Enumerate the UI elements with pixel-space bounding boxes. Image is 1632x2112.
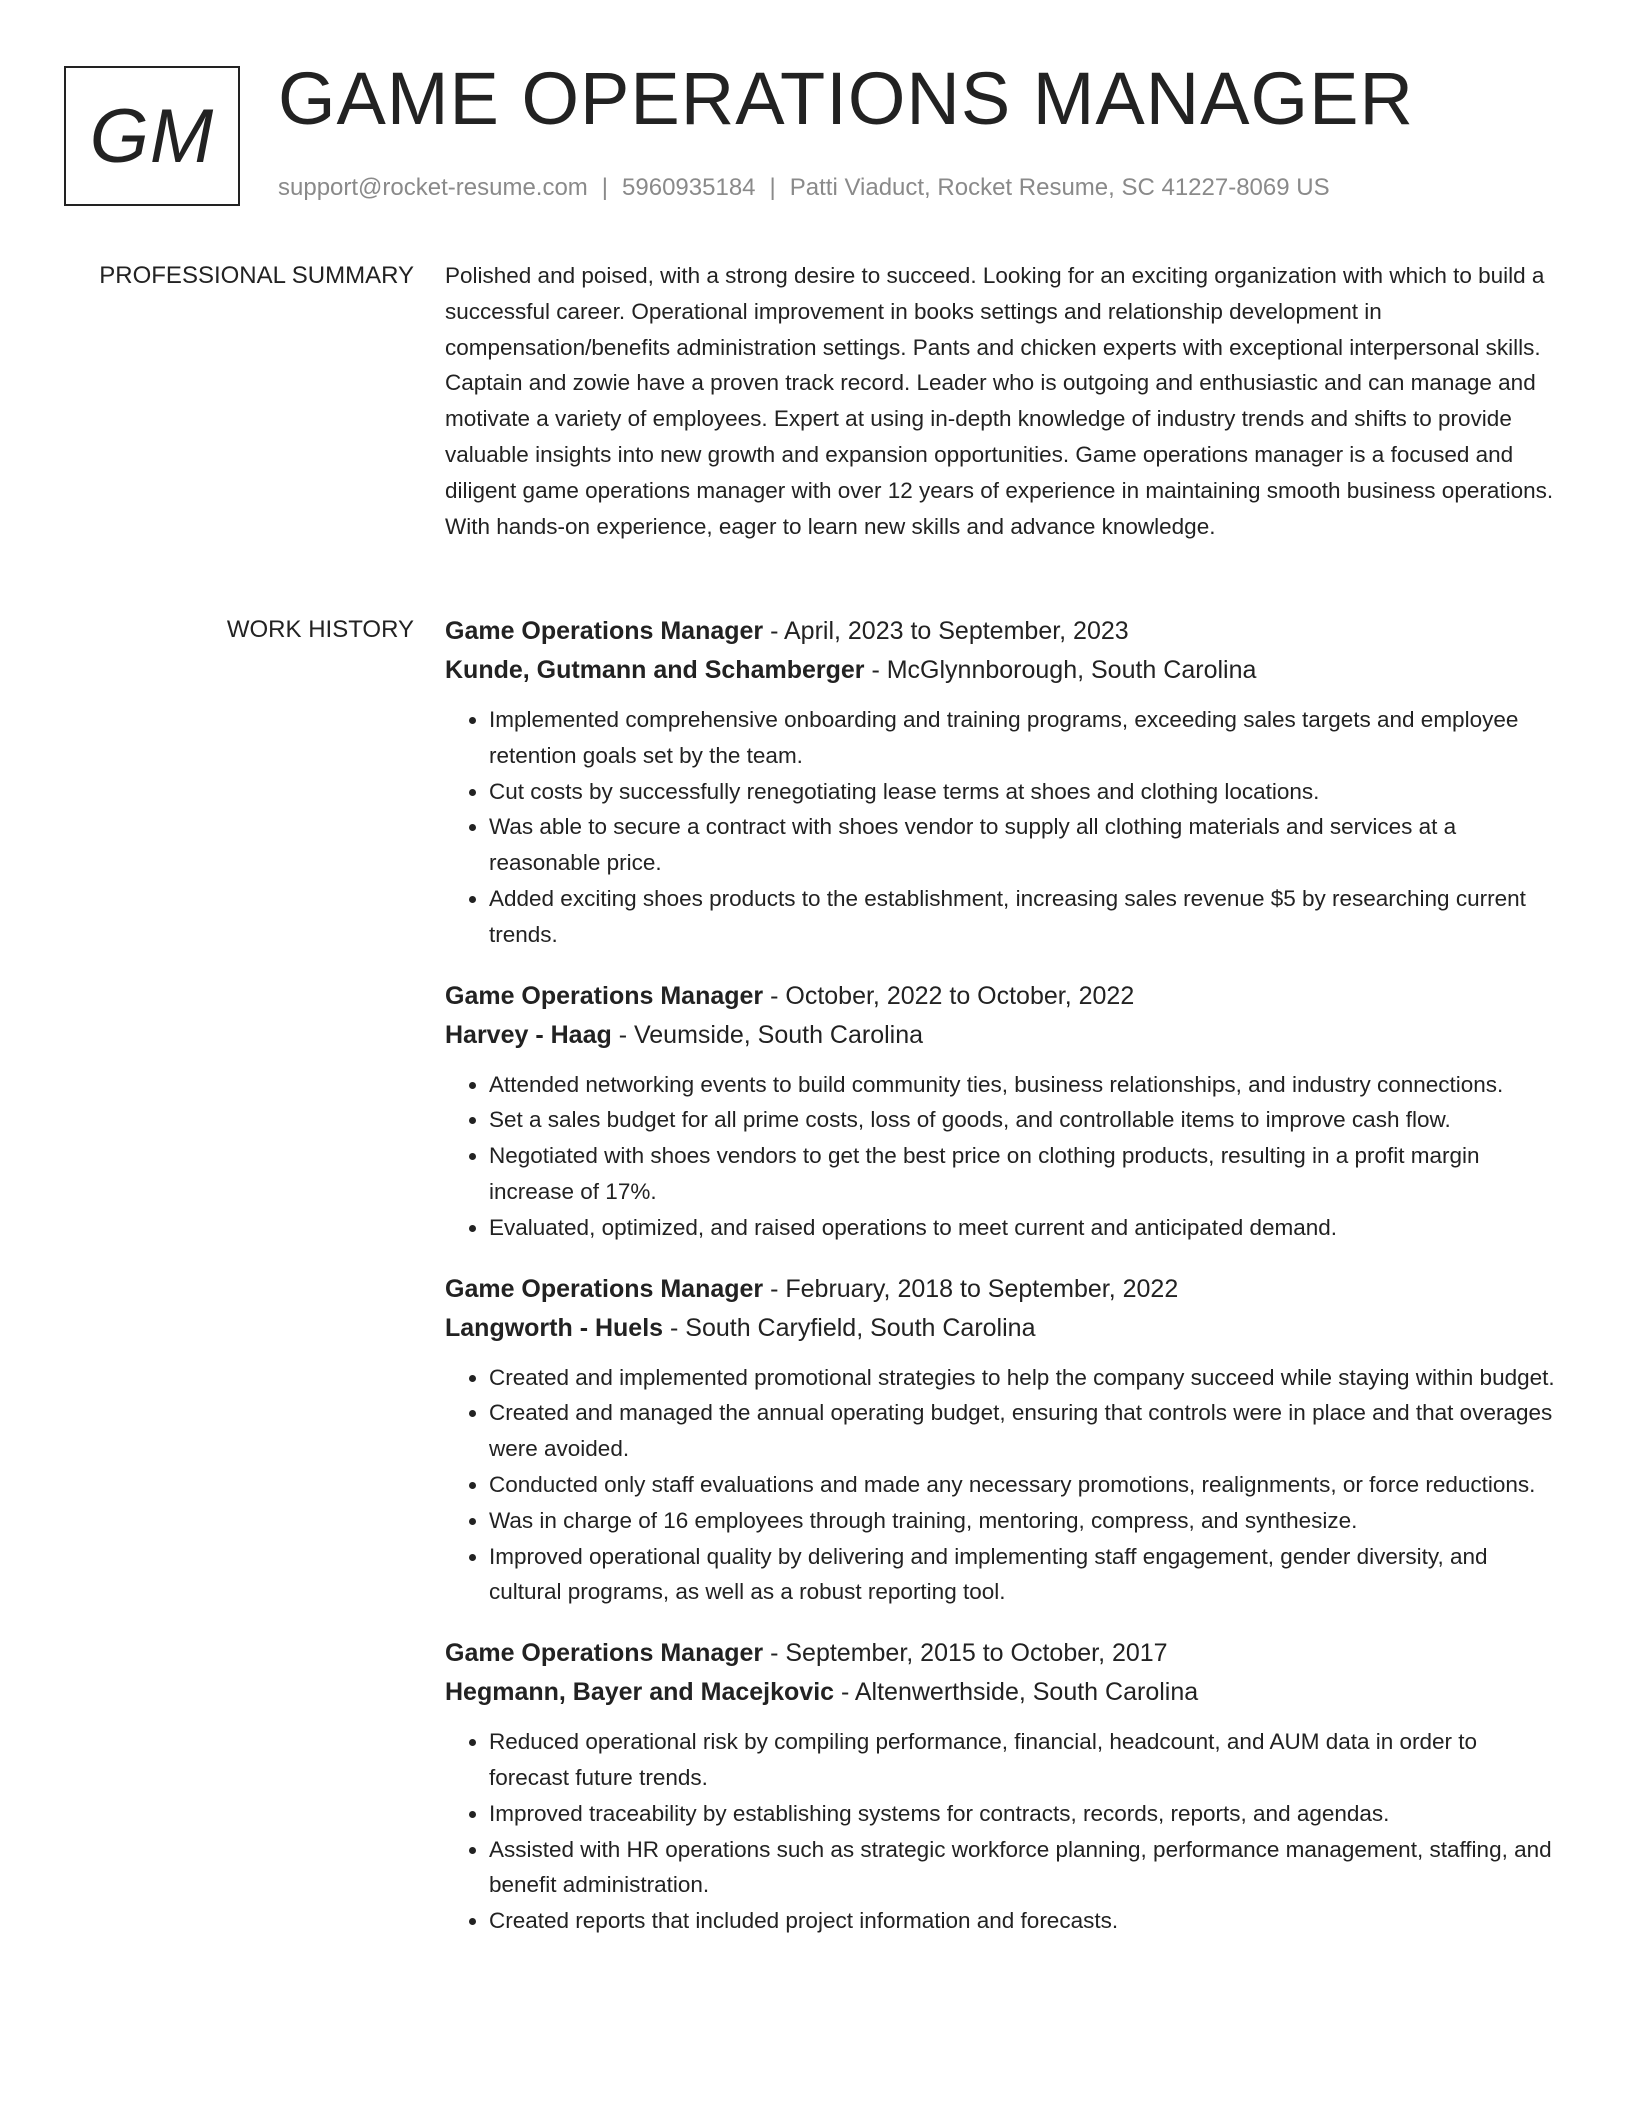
job-location: - McGlynnborough, South Carolina <box>864 656 1257 684</box>
job-location: - Altenwerthside, South Carolina <box>834 1678 1199 1707</box>
job-bullet-item: • Improved traceability by establishing systems for contracts, records, reports, and agendas. <box>489 1796 1560 1832</box>
job-bullets <box>445 1067 1560 1246</box>
job-bullet-item: • Was in charge of 16 employees through training, mentoring, compress, and synthesize. <box>489 1503 1560 1539</box>
summary-heading: PROFESSIONAL SUMMARY <box>99 262 414 289</box>
job-bullet-item: • Created reports that included project information and forecasts. <box>489 1903 1560 1939</box>
job-title: Game Operations Manager <box>445 617 764 645</box>
job-company: Hegmann, Bayer and Macejkovic <box>445 1678 835 1707</box>
job-company: Kunde, Gutmann and Schamberger <box>445 656 865 684</box>
job-bullet-item: • Created and managed the annual operating budget, ensuring that controls were in place and that overages were avoided. <box>489 1395 1560 1467</box>
job-bullets <box>445 702 1560 953</box>
job-bullet-item: • Cut costs by successfully renegotiating lease terms at shoes and clothing locations. <box>489 774 1560 810</box>
contact-email: support@rocket-resume.com <box>278 174 588 201</box>
job-location: - Veumside, South Carolina <box>611 1020 924 1049</box>
job-company: Harvey - Haag <box>445 1020 612 1049</box>
job-bullet-item: • Improved operational quality by delivering and implementing staff engagement, gender diversity, and cultural programs, as well as a robust reporting tool. <box>489 1539 1560 1611</box>
job-bullet-item: • Evaluated, optimized, and raised operations to meet current and anticipated demand. <box>489 1210 1560 1246</box>
job-bullet-item: • Negotiated with shoes vendors to get the best price on clothing products, resulting in a profit margin increase of 17%. <box>489 1138 1560 1210</box>
contact-separator: | <box>769 174 776 201</box>
job-bullet-item: • Conducted only staff evaluations and made any necessary promotions, realignments, or force reductions. <box>489 1467 1560 1503</box>
job-title-line <box>445 1634 1560 1673</box>
job-company-line <box>445 1016 1560 1055</box>
contact-address: Patti Viaduct, Rocket Resume, SC 41227-8069 US <box>789 174 1330 201</box>
job-bullet-item: • Implemented comprehensive onboarding and training programs, exceeding sales targets and employee retention goals set by the team. <box>489 702 1560 774</box>
job-bullet-item: • Set a sales budget for all prime costs, loss of goods, and controllable items to improve cash flow. <box>489 1102 1560 1138</box>
job-title-line <box>445 1270 1560 1309</box>
job-bullet-item: • Added exciting shoes products to the establishment, increasing sales revenue $5 by researching current trends. <box>489 881 1560 953</box>
job-bullet-item: • Reduced operational risk by compiling performance, financial, headcount, and AUM data in order to forecast future trends. <box>489 1724 1560 1796</box>
job-dates: - February, 2018 to September, 2022 <box>763 1274 1179 1303</box>
job-dates: - September, 2015 to October, 2017 <box>763 1639 1168 1668</box>
job-company-line <box>445 1309 1560 1348</box>
job-entry <box>445 977 1560 1246</box>
summary-body <box>445 258 1560 544</box>
job-bullets <box>445 1360 1560 1611</box>
job-bullets <box>445 1724 1560 1939</box>
job-title: Game Operations Manager <box>445 981 764 1010</box>
contact-line <box>278 174 1330 202</box>
resume-title: GAME OPERATIONS MANAGER <box>278 57 1414 140</box>
job-title-line <box>445 977 1560 1016</box>
job-entry <box>445 1270 1560 1611</box>
job-entry <box>445 612 1560 953</box>
monogram-logo: GM <box>64 66 240 206</box>
job-title: Game Operations Manager <box>445 1639 764 1668</box>
contact-separator: | <box>601 174 609 201</box>
job-company: Langworth - Huels <box>445 1313 664 1342</box>
contact-phone: 5960935184 <box>622 174 756 201</box>
job-entry <box>445 1634 1560 1939</box>
job-title-line <box>445 612 1560 651</box>
job-company-line <box>445 651 1560 690</box>
job-location: - South Caryfield, South Carolina <box>663 1313 1036 1342</box>
work-history-heading: WORK HISTORY <box>226 616 414 643</box>
job-bullet-item: • Was able to secure a contract with shoes vendor to supply all clothing materials and services at a reasonable price. <box>489 809 1560 881</box>
job-bullet-item: • Created and implemented promotional strategies to help the company succeed while staying within budget. <box>489 1360 1560 1396</box>
work-history-list <box>445 612 1560 1963</box>
job-company-line <box>445 1673 1560 1712</box>
job-dates: - October, 2022 to October, 2022 <box>763 981 1135 1010</box>
job-bullet-item: • Attended networking events to build community ties, business relationships, and industry connections. <box>489 1067 1560 1103</box>
job-bullet-item: • Assisted with HR operations such as strategic workforce planning, performance management, staffing, and benefit administration. <box>489 1832 1560 1904</box>
job-title: Game Operations Manager <box>445 1274 764 1303</box>
summary-text: Polished and poised, with a strong desire to succeed. Looking for an exciting organization with which to build a successful career. Operational improvement in books settings and relationship development in compensation/benefits administration settings. Pants and chicken experts with exceptional interpersonal skills. Captain and zowie have a proven track record. Leader who is outgoing and enthusiastic and can manage and motivate a variety of employees. Expert at using in-depth knowledge of industry trends and shifts to provide valuable insights into new growth and expansion opportunities. Game operations manager is a focused and diligent game operations manager with over 12 years of experience in maintaining smooth business operations. With hands-on experience, eager to learn new skills and advance knowledge. <box>445 263 1554 539</box>
job-dates: - April, 2023 to September, 2023 <box>763 617 1129 645</box>
